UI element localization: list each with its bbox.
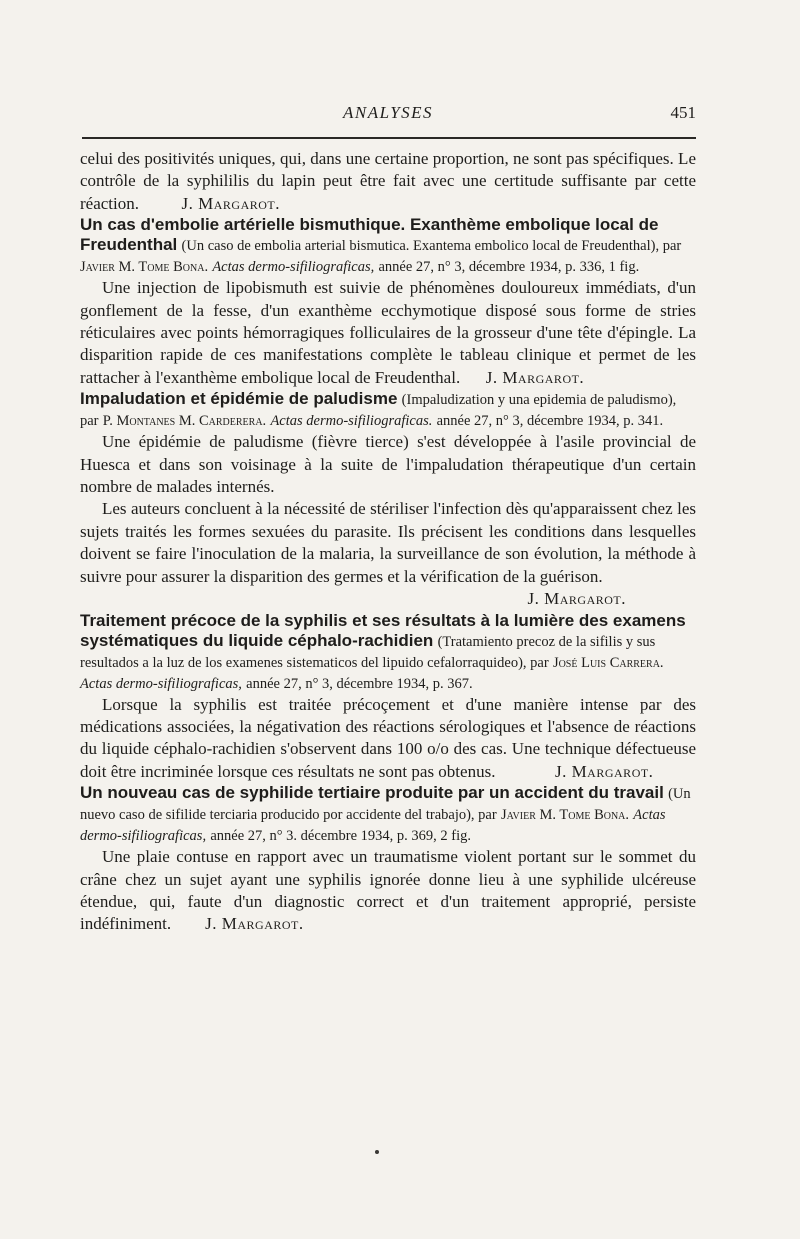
intro-paragraph bbox=[80, 148, 696, 215]
running-title: ANALYSES bbox=[342, 103, 434, 122]
article-1-paragraph-1 bbox=[80, 277, 696, 389]
page-mark bbox=[375, 1150, 379, 1154]
article-1-header bbox=[80, 215, 696, 277]
article-2-ref: année 27, n° 3, décembre 1934, p. 341. bbox=[436, 413, 664, 430]
page-number: 451 bbox=[670, 103, 696, 122]
page-content bbox=[80, 148, 696, 936]
article-2-author: P. Montanes M. Carderera. bbox=[102, 413, 267, 430]
article-4-subtitle: (Un nuevo caso de sifilide terciaria producido por accidente del trabajo), par bbox=[80, 786, 691, 824]
article-3 bbox=[80, 611, 696, 784]
page-header bbox=[80, 103, 696, 131]
article-3-signature: J. Margarot. bbox=[554, 761, 654, 781]
article-2-header bbox=[80, 389, 696, 431]
article-1-subtitle: (Un caso de embolia arterial bismutica. Exantema embolico local de Freudenthal), par bbox=[181, 238, 682, 255]
article-2-paragraph-2: Les auteurs concluent à la nécessité de stériliser l'infection dès qu'apparaissent chez les sujets traités les formes sexuées du parasite. Ils précisent les conditions dans lesquelles doivent se faire l'inoculation de la malaria, la surveillance de son évolution, la méthode à suivre pour assurer la disparition des germes et la vérification de la guérison. bbox=[80, 499, 696, 586]
article-3-ref: année 27, n° 3, décembre 1934, p. 367. bbox=[246, 675, 473, 692]
article-4-journal: Actas dermo-sifiliograficas, bbox=[80, 807, 666, 845]
article-2 bbox=[80, 389, 696, 610]
article-1 bbox=[80, 215, 696, 389]
article-3-author: José Luis Carrera. bbox=[552, 654, 664, 671]
article-4-author: Javier M. Tome Bona. bbox=[500, 807, 630, 824]
article-3-header bbox=[80, 611, 696, 694]
article-4-body: Une plaie contuse en rapport avec un traumatisme violent portant sur le sommet du crâne chez un sujet ayant une syphilis ignorée donne lieu à une syphilide ulcéreuse étendue, qui, faute d'un diagnostic correct et d'un traitement approprié, persiste indéfiniment. bbox=[80, 847, 696, 934]
article-4-paragraph-1 bbox=[80, 846, 696, 936]
article-4-title: Un nouveau cas de syphilide tertiaire produite par un accident du travail bbox=[80, 783, 664, 803]
article-4-signature: J. Margarot. bbox=[205, 914, 304, 934]
article-2-journal: Actas dermo-sifiliograficas. bbox=[270, 413, 433, 430]
article-2-signature: J. Margarot. bbox=[527, 589, 626, 609]
article-1-author: Javier M. Tome Bona. bbox=[80, 259, 209, 276]
article-3-paragraph-1 bbox=[80, 694, 696, 784]
article-1-title: Un cas d'embolie artérielle bismuthique. Exanthème embolique local de Freudenthal bbox=[80, 215, 659, 255]
article-2-paragraph-1: Une épidémie de paludisme (fièvre tierce) s'est développée à l'asile provincial de Huesca et dans son voisinage à la suite de l'impaludation thérapeutique d'un certain nombre de malades internés. bbox=[80, 432, 696, 497]
article-1-ref: année 27, n° 3, décembre 1934, p. 336, 1 fig. bbox=[378, 259, 640, 276]
article-4-header bbox=[80, 783, 696, 846]
article-3-journal: Actas dermo-sifiliograficas, bbox=[80, 675, 242, 692]
article-2-subtitle: (Impaludization y una epidemia de paludismo), par bbox=[80, 392, 677, 430]
article-3-subtitle: (Tratamiento precoz de la sifilis y sus resultados a la luz de los examenes sistematicos del lipuido cefalorraquideo), par bbox=[80, 633, 656, 671]
article-3-title: Traitement précoce de la syphilis et ses résultats à la lumière des examens systématiques du liquide céphalo-rachidien bbox=[80, 610, 686, 650]
article-2-title: Impaludation et épidémie de paludisme bbox=[80, 389, 398, 409]
intro-signature: J. Margarot. bbox=[181, 193, 280, 213]
intro-text: celui des positivités uniques, qui, dans une certaine proportion, ne sont pas spécifiques. Le contrôle de la syphililis du lapin peut être fait avec une certitude suffisante par cette réaction. bbox=[80, 149, 696, 213]
article-4-ref: année 27, n° 3. décembre 1934, p. 369, 2 fig. bbox=[210, 828, 472, 845]
article-1-journal: Actas dermo-sifiliograficas, bbox=[212, 259, 375, 276]
article-3-body: Lorsque la syphilis est traitée précoçement et d'une manière intense par des médications associées, la négativation des réactions sérologiques et l'absence de réactions du liquide céphalo-rachidien s'observent dans 100 o/o des cas. Une technique défectueuse doit être incriminée lorsque ces résultats ne sont pas obtenus. bbox=[80, 694, 696, 781]
article-1-signature: J. Margarot. bbox=[485, 367, 585, 387]
article-4 bbox=[80, 783, 696, 936]
article-1-body: Une injection de lipobismuth est suivie de phénomènes douloureux immédiats, d'un gonflement de la fesse, d'un exanthème ecchymotique disposé sous forme de stries réticulaires avec points hémorragiques folliculaires de la grosseur d'une tête d'épingle. La disparition rapide de ces manifestations complète le tableau clinique et permet de les rattacher à l'exanthème embolique local de Freudenthal. bbox=[80, 278, 696, 387]
header-rule bbox=[82, 137, 696, 139]
